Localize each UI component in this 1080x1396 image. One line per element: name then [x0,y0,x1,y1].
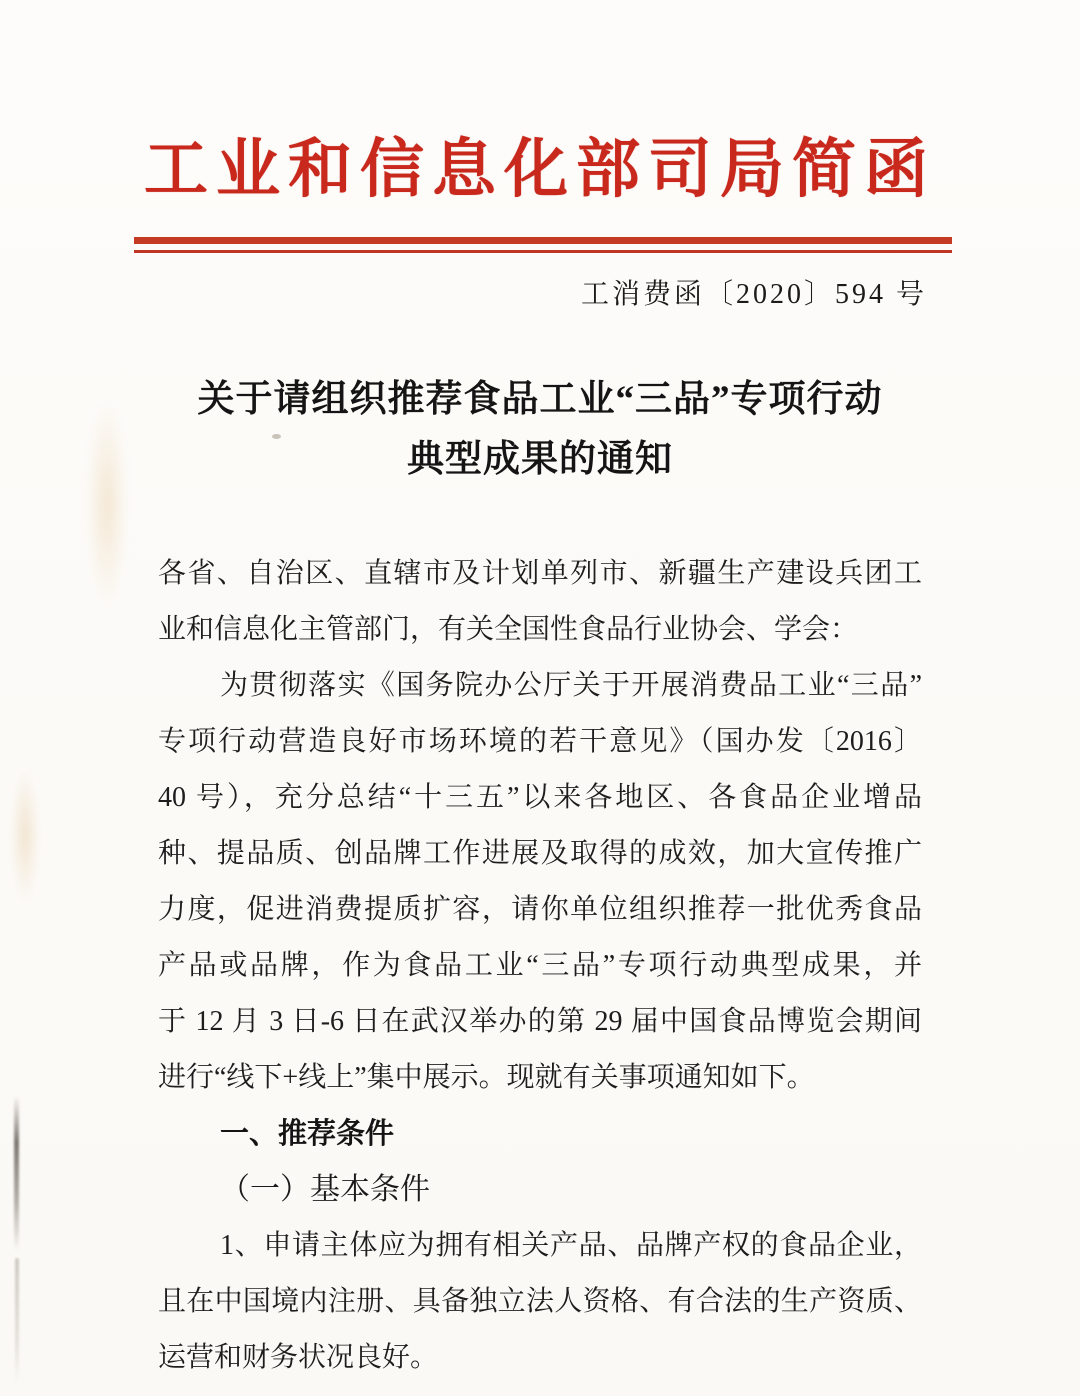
body-line: 种、提品质、创品牌工作进展及取得的成效，加大宣传推广 [158,838,922,869]
section-heading: 一、推荐条件 [220,1118,395,1150]
header-rule-thick [134,237,952,244]
body-line: 进行“线下+线上”集中展示。现就有关事项通知如下。 [158,1062,815,1093]
body-line: 业和信息化主管部门，有关全国性食品行业协会、学会： [158,614,859,645]
document-title [0,370,1080,490]
scan-speck [272,434,281,439]
scan-smudge [86,398,128,610]
scan-streak [15,1258,19,1383]
body-line: 产品或品牌，作为食品工业“三品”专项行动典型成果，并 [158,950,922,981]
scan-smudge [10,768,40,903]
document-header-title: 工业和信息化部司局简函 [144,134,936,205]
document-body [158,546,922,1386]
body-line: 40 号），充分总结“十三五”以来各地区、各食品企业增品 [158,782,922,813]
document-title-line1: 关于请组织推荐食品工业“三品”专项行动 [197,379,883,420]
subsection-heading: （一）基本条件 [220,1173,430,1206]
body-line: 专项行动营造良好市场环境的若干意见》（国办发〔2016〕 [158,726,922,757]
body-line: 各省、自治区、直辖市及计划单列市、新疆生产建设兵团工 [158,558,922,589]
body-line: 力度，促进消费提质扩容，请你单位组织推荐一批优秀食品 [158,894,922,925]
body-line: 且在中国境内注册、具备独立法人资格、有合法的生产资质、 [158,1286,922,1317]
body-line: 运营和财务状况良好。 [158,1342,439,1373]
body-line: 于 12 月 3 日-6 日在武汉举办的第 29 届中国食品博览会期间 [158,1006,922,1037]
scan-streak [14,1096,19,1251]
body-line: 为贯彻落实《国务院办公厅关于开展消费品工业“三品” [220,670,922,701]
document-title-line2: 典型成果的通知 [407,439,673,480]
document-number: 工消费函〔2020〕594 号 [580,279,927,310]
body-line: 1、申请主体应为拥有相关产品、品牌产权的食品企业， [220,1230,922,1261]
header-rule-thin [134,250,952,253]
